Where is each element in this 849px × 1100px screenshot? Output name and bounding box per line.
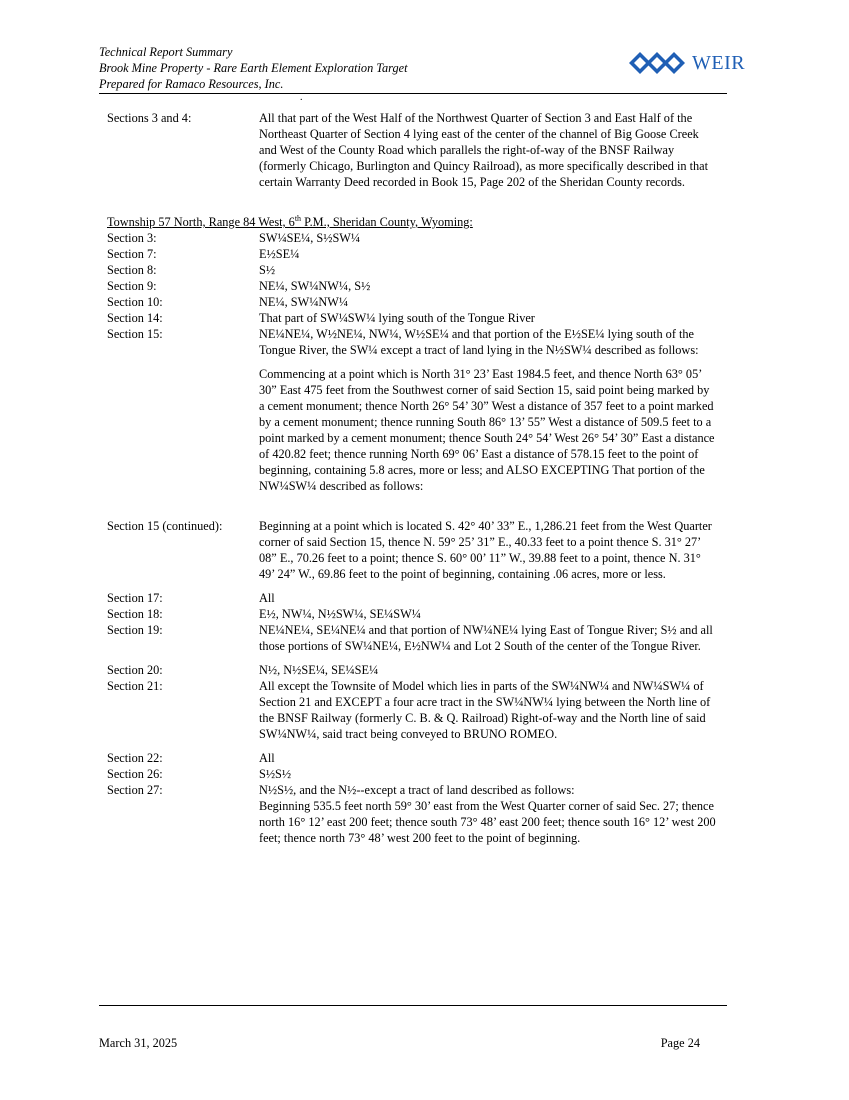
section-label: Sections 3 and 4: (107, 111, 192, 125)
section-row: Section 26: S½S½ (107, 767, 292, 781)
logo-text: WEIR (692, 52, 746, 74)
section-row: Section 9: NE¼, SW¼NW¼, S½ (107, 279, 371, 293)
section27-description: Beginning 535.5 feet north 59° 30’ east from the West Quarter corner of said Sec. 27; thence north 16° 12’ east 200 feet; thence south 73° 48’ east 200 feet; thence south 16° 12’ west 200 feet; thence north 73° 48’ west 200 feet to the point of beginning. (259, 799, 716, 845)
township-heading: Township 57 North, Range 84 West, 6th P.M., Sheridan County, Wyoming: (107, 213, 473, 229)
header-title: Technical Report Summary (99, 45, 233, 59)
section-row: Section 18: E½, NW¼, N½SW¼, SE¼SW¼ (107, 607, 421, 621)
section-row: Section 21: All except the Townsite of Model which lies in parts of the SW¼NW¼ and NW¼SW¼ of Section 21 and EXCEPT a four acre tract in the SW¼NW¼ lying between the North line of the BNSF Railway (formerly C. B. & Q. Railroad) Right-of-way and the North line of said SW¼NW¼, said tract being conveyed to BRUNO ROMEO. (107, 679, 711, 741)
section-row (107, 110, 717, 190)
header-prepared-for: Prepared for Ramaco Resources, Inc. (99, 77, 284, 91)
section-row: Section 19: NE¼NE¼, SE¼NE¼ and that portion of NW¼NE¼ lying East of Tongue River; S½ and all those portions of SW¼NE¼, E½NW¼ and Lot 2 South of the center of the Tongue River. (107, 623, 713, 653)
header-divider (99, 93, 727, 94)
stray-dot: . (300, 92, 303, 103)
section-row (107, 798, 717, 846)
section-row: Section 8: S½ (107, 263, 276, 277)
section-row: Section 15: NE¼NE¼, W½NE¼, NW¼, W½SE¼ and that portion of the E½SE¼ lying south of the Tongue River, the SW¼ except a tract of land lying in the N½SW¼ described as follows: (107, 327, 699, 357)
page-number: Page 24 (660, 1036, 700, 1050)
section-row: Section 22: All (107, 751, 275, 765)
section-text: All that part of the West Half of the Northwest Quarter of Section 3 and East Half of the Northeast Quarter of Section 4 lying east of the center of the channel of Big Goose Creek and West of the County Road which parallels the right-of-way of the BNSF Railway (formerly Chicago, Burlington and Quincy Railroad), as more specifically described in that certain Warranty Deed recorded in Book 15, Page 202 of the Sheridan County records. (259, 111, 709, 189)
header-project: Brook Mine Property - Rare Earth Element Exploration Target (99, 61, 408, 75)
section-row: Section 17: All (107, 591, 275, 605)
footer-divider (99, 1005, 727, 1006)
weir-logo (629, 51, 745, 75)
section-row: Section 3: SW¼SE¼, S½SW¼ (107, 231, 361, 245)
footer-date: March 31, 2025 (99, 1036, 178, 1050)
legal-description (107, 110, 717, 846)
section-row: Section 15 (continued): Beginning at a point which is located S. 42° 40’ 33” E., 1,286.21 feet from the West Quarter corner of said Section 15, thence N. 59° 25’ 31” E., 40.33 feet to a point thence S. 31° 27’ 08” E., 70.26 feet to a point; thence S. 60° 00’ 11” W., 39.88 feet to a point, thence N. 31° 49’ 24” W., 69.86 feet to the point of beginning, containing .06 acres, more or less. (107, 519, 712, 581)
section-row (107, 366, 717, 494)
section-row: Section 20: N½, N½SE¼, SE¼SE¼ (107, 663, 379, 677)
section15-description: Commencing at a point which is North 31° 23’ East 1984.5 feet, and thence North 63° 05’ 30” East 475 feet from the Southwest corner of said Section 15, said point being marked by a cement monument; thence North 26° 54’ 30” West a distance of 357 feet to a point marked by a cement monument; thence running South 86° 13’ 55” West a distance of 509.5 feet to a point marked by a cement monument; thence South 24° 54’ West 26° 54’ 30” East a distance of 420.82 feet; thence running North 69° 06’ East a distance of 578.15 feet to the point of beginning, containing 5.8 acres, more or less; and ALSO EXCEPTING That portion of the NW¼SW¼ described as follows: (259, 367, 715, 493)
section-row: Section 14: That part of SW¼SW¼ lying south of the Tongue River (107, 311, 535, 325)
section-row: Section 7: E½SE¼ (107, 247, 300, 261)
section-row: Section 27: N½S½, and the N½--except a tract of land described as follows: (107, 783, 575, 797)
section-row: Section 10: NE¼, SW¼NW¼ (107, 295, 349, 309)
weir-diamonds-icon (629, 52, 689, 74)
